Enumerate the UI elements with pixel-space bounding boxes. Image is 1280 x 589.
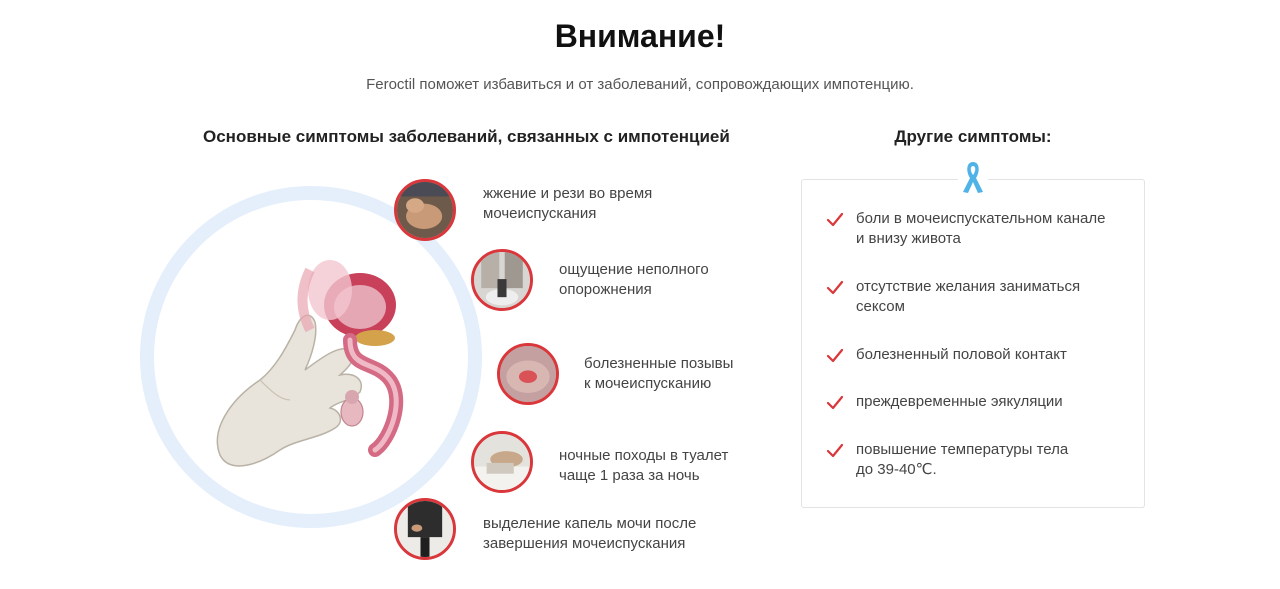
trousers-icon (394, 498, 456, 560)
abdomen-pain-icon (497, 343, 559, 405)
symptom-text-4 (559, 446, 799, 486)
page-title: Внимание! (554, 18, 726, 54)
symptom-line: выделение капель мочи после (483, 515, 697, 532)
other-symptom-line: болезненный половой контакт (856, 346, 1067, 363)
symptom-text-5 (483, 514, 723, 554)
symptom-line: завершения мочеиспускания (483, 535, 686, 552)
toilet-icon (471, 249, 533, 311)
other-symptoms-box (801, 179, 1145, 508)
other-symptom-line: отсутствие желания заниматься (856, 278, 1081, 295)
checkmark-icon (826, 347, 844, 365)
page-subtitle: Feroctil поможет избавиться и от заболеваний, сопровождающих импотенцию. (366, 76, 914, 93)
other-symptom-line: преждевременные эякуляции (856, 393, 1063, 410)
symptom-line: ощущение неполного (559, 261, 709, 278)
symptom-text-2 (559, 260, 799, 300)
symptom-line: опорожнения (559, 281, 652, 298)
symptom-line: болезненные позывы (584, 355, 734, 372)
other-symptom-line: боли в мочеиспускательном канале (856, 210, 1106, 227)
other-symptom-line: повышение температуры тела (856, 441, 1069, 458)
other-symptom-line: и внизу живота (856, 230, 961, 247)
main-symptoms-heading: Основные симптомы заболеваний, связанных с импотенцией (203, 127, 730, 146)
night-bed-icon (471, 431, 533, 493)
other-symptom-line: до 39-40℃. (856, 461, 937, 478)
symptom-line: к мочеиспусканию (584, 375, 712, 392)
symptom-line: мочеиспускания (483, 205, 597, 222)
symptom-line: ночные походы в туалет (559, 447, 729, 464)
other-symptoms-heading: Другие симптомы: (894, 127, 1052, 146)
checkmark-icon (826, 211, 844, 229)
symptom-line: чаще 1 раза за ночь (559, 467, 700, 484)
symptom-text-3 (584, 354, 824, 394)
checkmark-icon (826, 279, 844, 297)
symptom-text-1 (483, 184, 723, 224)
checkmark-icon (826, 394, 844, 412)
hands-groin-icon (394, 179, 456, 241)
other-symptom-line: сексом (856, 298, 905, 315)
anatomy-illustration (200, 250, 440, 480)
checkmark-icon (826, 442, 844, 460)
awareness-ribbon-icon (958, 158, 988, 196)
symptom-line: жжение и рези во время (483, 185, 653, 202)
